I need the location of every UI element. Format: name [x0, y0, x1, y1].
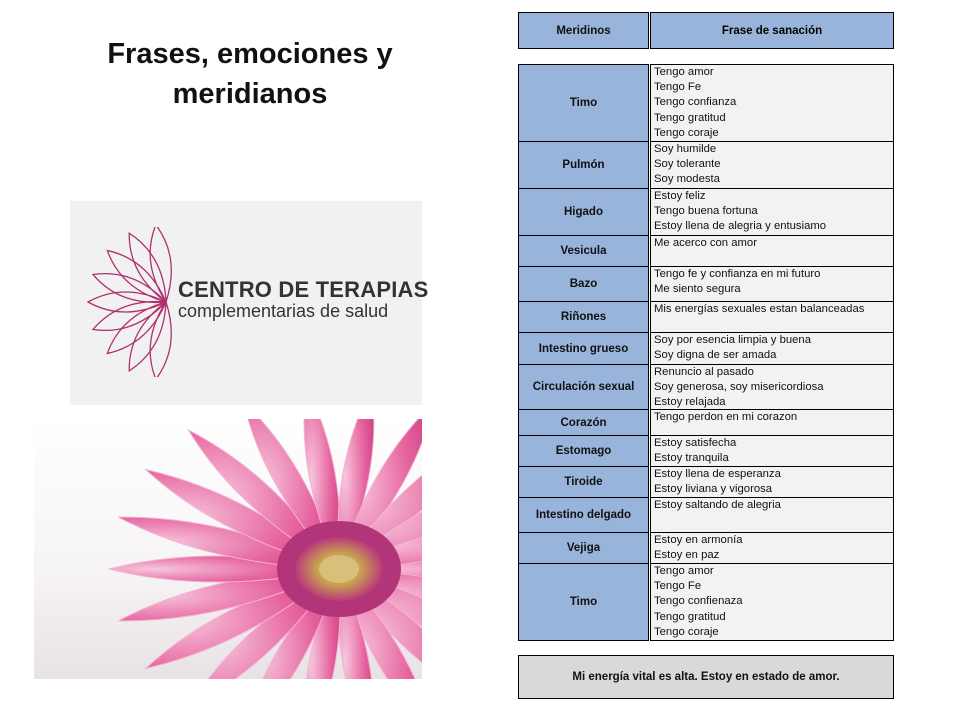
logo — [70, 201, 429, 405]
lotus-logo-icon — [76, 227, 186, 377]
table-row — [518, 188, 894, 236]
phrase-cell — [650, 563, 894, 641]
phrase-cell — [650, 64, 894, 142]
slide-title-line1: Frases, emociones y — [107, 38, 393, 70]
phrase-line: Tengo amor — [654, 66, 714, 78]
table-header — [518, 12, 894, 49]
meridian-cell: Estomago — [518, 435, 649, 467]
phrase-line: Estoy tranquila — [654, 452, 729, 465]
phrase-line: Estoy en paz — [654, 549, 720, 562]
phrase-line: Estoy llena de esperanza — [654, 468, 781, 480]
phrase-cell — [650, 301, 894, 333]
phrase-line: Tengo perdon en mi corazon — [654, 411, 798, 423]
phrase-cell — [650, 332, 894, 365]
meridian-cell: Circulación sexual — [518, 364, 649, 410]
phrase-cell — [650, 497, 894, 533]
phrase-line: Estoy en armonía — [654, 534, 743, 546]
phrase-cell — [650, 364, 894, 410]
table-footer: Mi energía vital es alta. Estoy en estado de amor. — [518, 655, 894, 699]
header-meridian: Meridinos — [518, 12, 649, 49]
phrase-cell — [650, 266, 894, 302]
pink-flower-image — [34, 419, 422, 679]
table-row — [518, 409, 894, 436]
phrase-line: Tengo amor — [654, 565, 714, 577]
phrase-line: Estoy liviana y vigorosa — [654, 483, 773, 496]
table-row — [518, 301, 894, 333]
phrase-line: Me acerco con amor — [654, 237, 757, 249]
flower-illustration — [34, 419, 422, 679]
phrase-line: Tengo confianza — [654, 96, 737, 109]
phrase-line: Tengo Fe — [654, 81, 702, 94]
table-row — [518, 141, 894, 189]
table-row — [518, 466, 894, 498]
phrase-line: Estoy saltando de alegria — [654, 499, 781, 511]
meridian-cell: Bazo — [518, 266, 649, 302]
table-row — [518, 563, 894, 641]
meridian-cell: Vesicula — [518, 235, 649, 267]
meridian-cell: Vejiga — [518, 532, 649, 564]
phrase-cell — [650, 235, 894, 267]
phrase-line: Me siento segura — [654, 283, 741, 296]
meridian-cell: Timo — [518, 64, 649, 142]
phrase-line: Estoy relajada — [654, 396, 726, 409]
table-row — [518, 532, 894, 564]
meridian-cell: Higado — [518, 188, 649, 236]
phrase-line: Soy tolerante — [654, 158, 721, 171]
meridian-cell: Pulmón — [518, 141, 649, 189]
slide-title — [60, 34, 440, 114]
meridian-cell: Corazón — [518, 409, 649, 436]
logo-line2: complementarias de salud — [178, 301, 389, 321]
phrase-line: Tengo Fe — [654, 580, 702, 593]
phrase-line: Soy por esencia limpia y buena — [654, 334, 811, 346]
table-row — [518, 64, 894, 142]
phrase-cell — [650, 435, 894, 467]
table-row — [518, 497, 894, 533]
phrase-cell — [650, 466, 894, 498]
phrase-line: Estoy satisfecha — [654, 437, 737, 449]
header-phrase: Frase de sanación — [650, 12, 894, 49]
phrase-line: Estoy llena de alegria y entusiamo — [654, 220, 827, 233]
table-row — [518, 364, 894, 410]
phrase-line: Estoy feliz — [654, 190, 706, 202]
phrase-line: Renuncio al pasado — [654, 366, 754, 378]
phrase-cell — [650, 141, 894, 189]
phrase-line: Tengo fe y confianza en mi futuro — [654, 268, 821, 280]
logo-line1: CENTRO DE TERAPIAS — [178, 277, 429, 302]
phrase-line: Soy modesta — [654, 173, 720, 186]
phrase-line: Tengo coraje — [654, 625, 719, 638]
phrase-cell — [650, 532, 894, 564]
table-row — [518, 435, 894, 467]
phrase-line: Tengo confienaza — [654, 595, 743, 608]
meridian-cell: Tiroide — [518, 466, 649, 498]
phrase-line: Tengo gratitud — [654, 610, 726, 623]
table-row — [518, 235, 894, 267]
phrase-cell — [650, 188, 894, 236]
phrase-line: Soy digna de ser amada — [654, 349, 777, 362]
phrase-line: Mis energías sexuales estan balanceadas — [654, 303, 865, 315]
phrase-cell — [650, 409, 894, 436]
phrase-line: Tengo coraje — [654, 126, 719, 139]
phrase-line: Soy generosa, soy misericordiosa — [654, 381, 824, 394]
table-row — [518, 266, 894, 302]
meridian-cell: Intestino delgado — [518, 497, 649, 533]
slide-title-line2: meridianos — [172, 78, 328, 110]
phrase-line: Tengo gratitud — [654, 111, 726, 124]
meridian-cell: Timo — [518, 563, 649, 641]
meridian-cell: Riñones — [518, 301, 649, 333]
phrase-line: Tengo buena fortuna — [654, 205, 758, 218]
meridian-cell: Intestino grueso — [518, 332, 649, 365]
phrase-line: Soy humilde — [654, 143, 717, 155]
table-row — [518, 332, 894, 365]
